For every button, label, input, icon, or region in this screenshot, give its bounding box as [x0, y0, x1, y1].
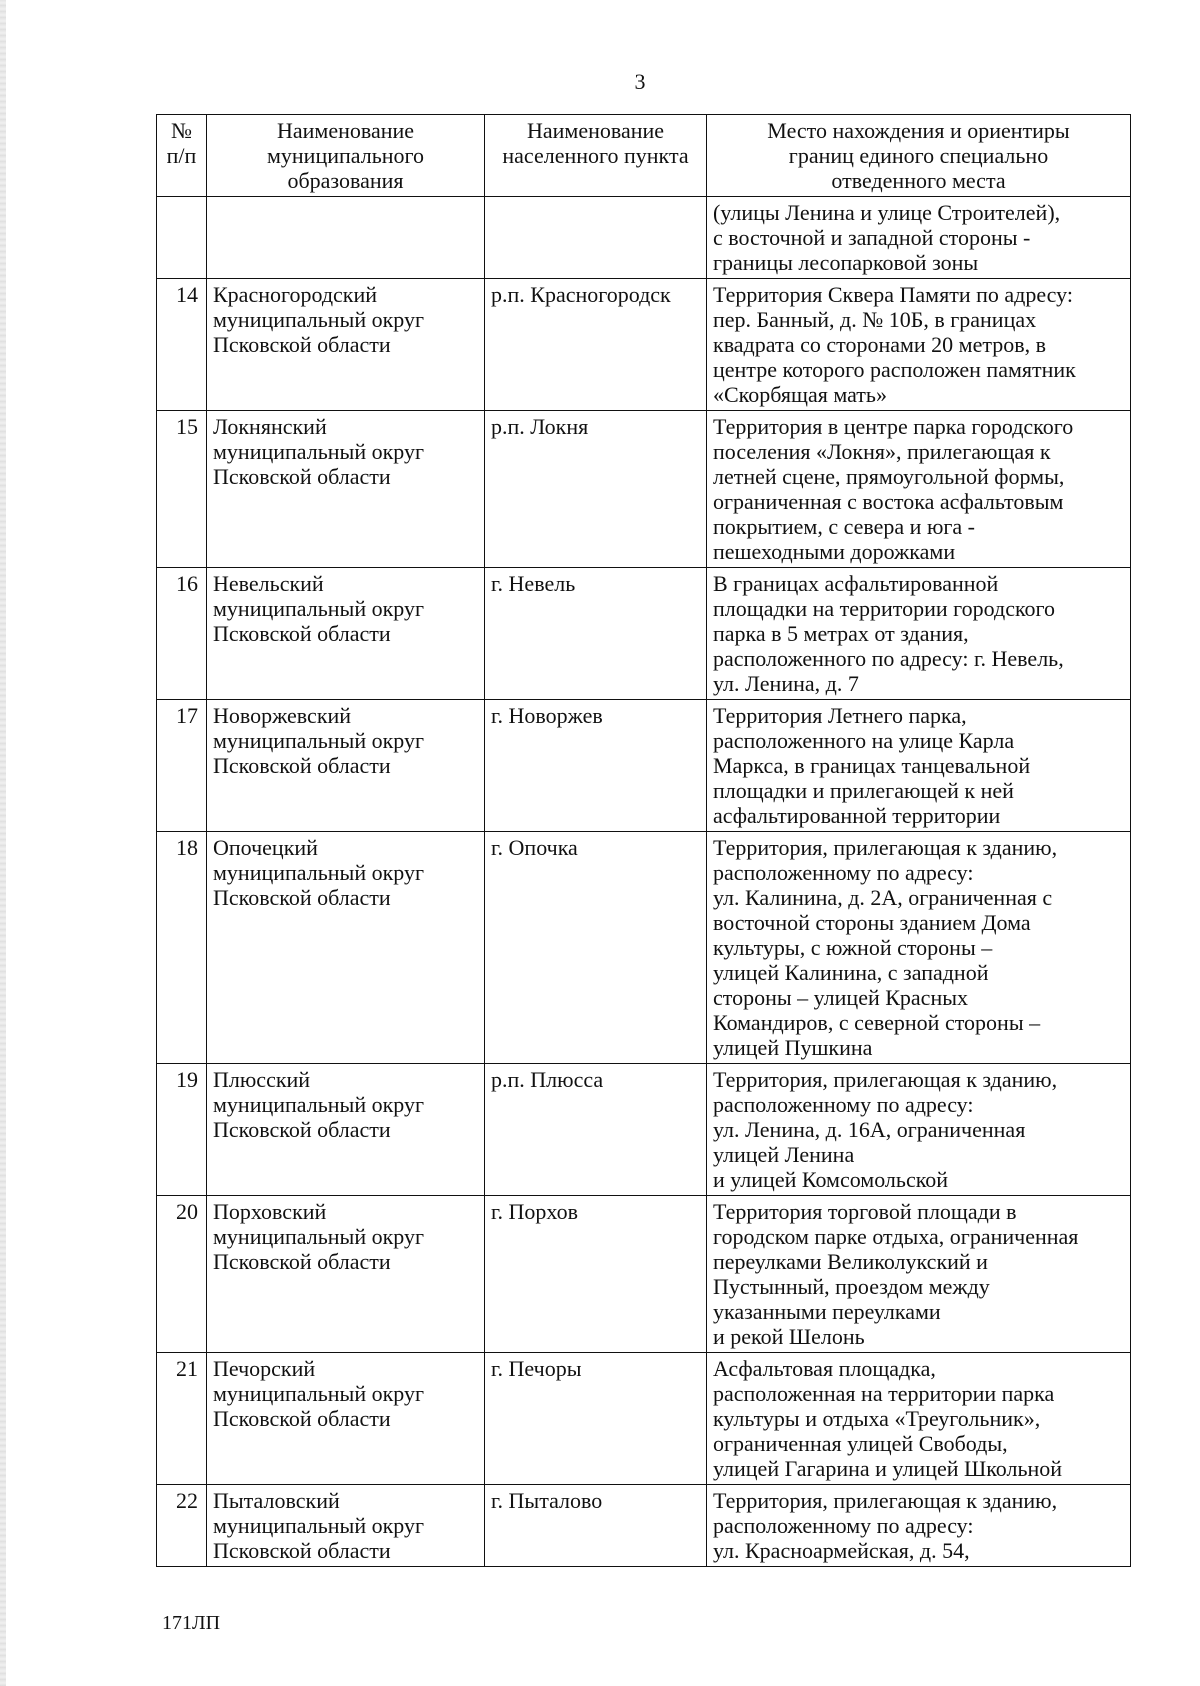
- row-location: Территория, прилегающая к зданию, расположенному по адресу: ул. Ленина, д. 16А, ограниченная улицей Ленина и улицей Комсомольской: [707, 1064, 1131, 1196]
- row-settlement: [485, 197, 707, 279]
- row-municipality: Невельский муниципальный округ Псковской области: [207, 568, 485, 700]
- row-municipality: Локнянский муниципальный округ Псковской области: [207, 411, 485, 568]
- row-location: Территория Летнего парка, расположенного на улице Карла Маркса, в границах танцевальной площадки и прилегающей к ней асфальтированной территории: [707, 700, 1131, 832]
- table-row: [157, 1485, 1131, 1567]
- row-location: Территория в центре парка городского поселения «Локня», прилегающая к летней сцене, прямоугольной формы, ограниченная с востока асфальтовым покрытием, с севера и юга - пешеходными дорожками: [707, 411, 1131, 568]
- row-number: 16: [157, 568, 207, 700]
- row-municipality: [207, 197, 485, 279]
- row-location: (улицы Ленина и улице Строителей), с восточной и западной стороны - границы лесопарковой зоны: [707, 197, 1131, 279]
- table-row: [157, 568, 1131, 700]
- row-settlement: р.п. Плюсса: [485, 1064, 707, 1196]
- row-location: Территория, прилегающая к зданию, расположенному по адресу: ул. Красноармейская, д. 54,: [707, 1485, 1131, 1567]
- row-location: Территория Сквера Памяти по адресу: пер. Банный, д. № 10Б, в границах квадрата со сторонами 20 метров, в центре которого расположен памятник «Скорбящая мать»: [707, 279, 1131, 411]
- header-settlement: Наименование населенного пункта: [485, 115, 707, 197]
- row-municipality: Печорский муниципальный округ Псковской области: [207, 1353, 485, 1485]
- row-number: 14: [157, 279, 207, 411]
- row-number: 20: [157, 1196, 207, 1353]
- header-municipality: Наименование муниципального образования: [207, 115, 485, 197]
- row-number: 18: [157, 832, 207, 1064]
- row-settlement: р.п. Красногородск: [485, 279, 707, 411]
- row-number: 15: [157, 411, 207, 568]
- settlements-table: [156, 114, 1131, 1567]
- row-settlement: г. Новоржев: [485, 700, 707, 832]
- row-number: 22: [157, 1485, 207, 1567]
- row-settlement: г. Пыталово: [485, 1485, 707, 1567]
- table-row: [157, 197, 1131, 279]
- table-row: [157, 1064, 1131, 1196]
- row-location: Асфальтовая площадка, расположенная на территории парка культуры и отдыха «Треугольник», ограниченная улицей Свободы, улицей Гагарина и улицей Школьной: [707, 1353, 1131, 1485]
- table-row: [157, 700, 1131, 832]
- scan-edge: [0, 0, 6, 1686]
- row-settlement: г. Порхов: [485, 1196, 707, 1353]
- row-number: 21: [157, 1353, 207, 1485]
- table-header: [157, 115, 1131, 197]
- header-number: № п/п: [157, 115, 207, 197]
- row-settlement: г. Печоры: [485, 1353, 707, 1485]
- row-location: Территория, прилегающая к зданию, расположенному по адресу: ул. Калинина, д. 2А, ограниченная с восточной стороны зданием Дома культуры, с южной стороны – улицей Калинина, с западной стороны – улицей Красных Командиров, с северной стороны – улицей Пушкина: [707, 832, 1131, 1064]
- table-row: [157, 1196, 1131, 1353]
- row-location: Территория торговой площади в городском парке отдыха, ограниченная переулками Великолукский и Пустынный, проездом между указанными переулками и рекой Шелонь: [707, 1196, 1131, 1353]
- row-number: 19: [157, 1064, 207, 1196]
- table-row: [157, 832, 1131, 1064]
- table-row: [157, 411, 1131, 568]
- page-number: 3: [634, 69, 646, 94]
- row-municipality: Красногородский муниципальный округ Псковской области: [207, 279, 485, 411]
- table-row: [157, 1353, 1131, 1485]
- row-number: [157, 197, 207, 279]
- row-location: В границах асфальтированной площадки на территории городского парка в 5 метрах от здания, расположенного по адресу: г. Невель, ул. Ленина, д. 7: [707, 568, 1131, 700]
- document-code: 171ЛП: [162, 1612, 221, 1634]
- table-row: [157, 279, 1131, 411]
- row-settlement: г. Опочка: [485, 832, 707, 1064]
- row-number: 17: [157, 700, 207, 832]
- row-municipality: Пыталовский муниципальный округ Псковской области: [207, 1485, 485, 1567]
- row-municipality: Опочецкий муниципальный округ Псковской области: [207, 832, 485, 1064]
- row-settlement: г. Невель: [485, 568, 707, 700]
- row-municipality: Новоржевский муниципальный округ Псковской области: [207, 700, 485, 832]
- row-municipality: Порховский муниципальный округ Псковской области: [207, 1196, 485, 1353]
- row-settlement: р.п. Локня: [485, 411, 707, 568]
- header-location: Место нахождения и ориентиры границ единого специально отведенного места: [707, 115, 1131, 197]
- row-municipality: Плюсский муниципальный округ Псковской области: [207, 1064, 485, 1196]
